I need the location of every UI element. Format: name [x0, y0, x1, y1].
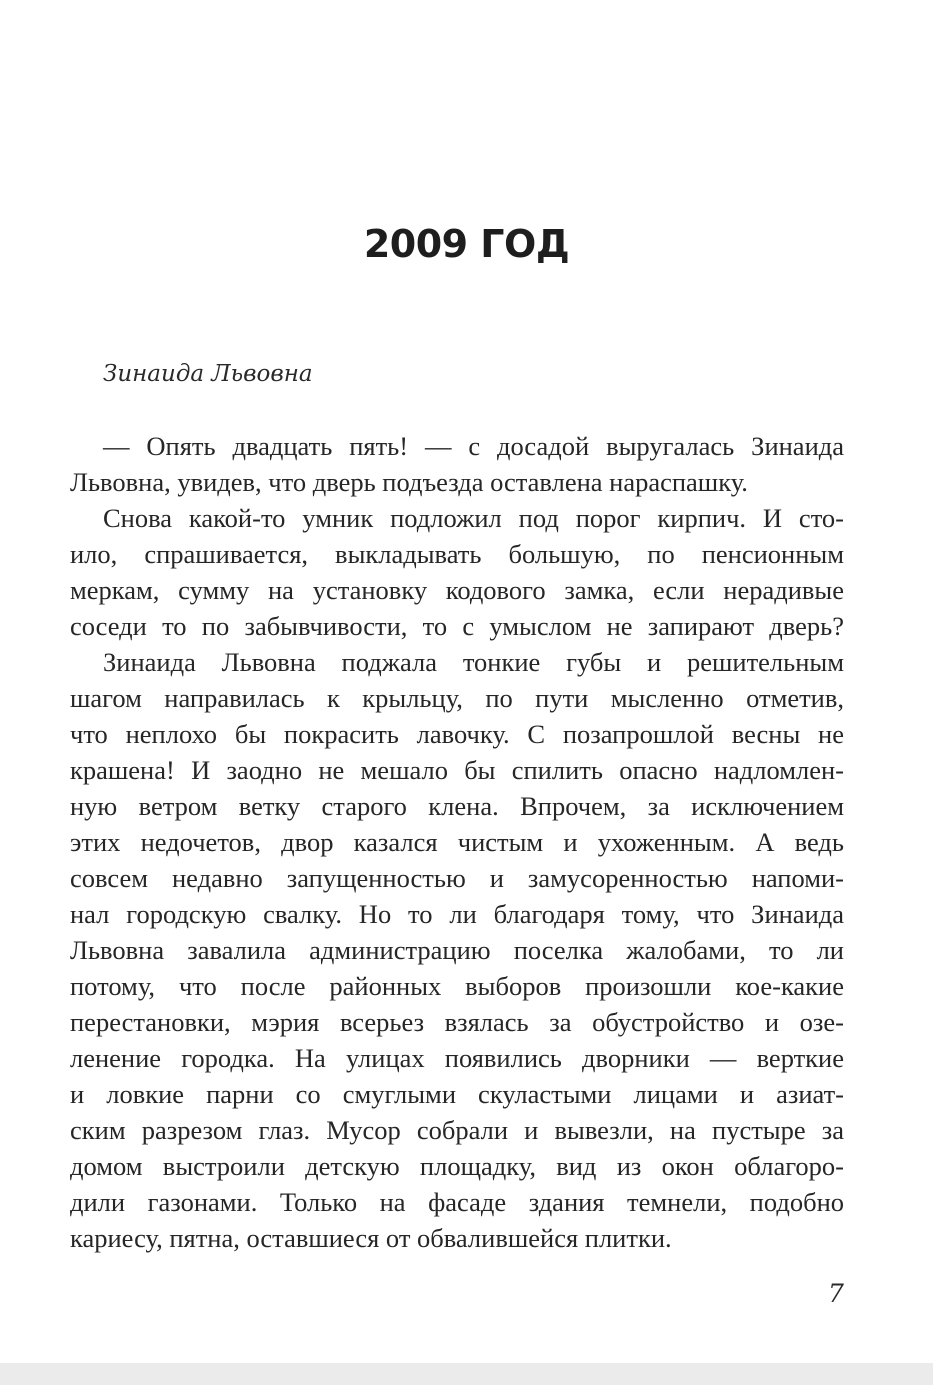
paragraph-2-line-3: меркам, сумму на установку кодового замка, если нерадивые: [70, 575, 844, 605]
paragraph-3-line-7: совсем недавно запущенностью и замусоренностью напоми-: [70, 863, 844, 893]
paragraph-3-line-11: перестановки, мэрия всерьез взялась за обустройство и озе-: [70, 1007, 844, 1037]
paragraph-3-line-4: крашена! И заодно не мешало бы спилить опасно надломлен-: [70, 755, 844, 785]
paragraph-3-line-10: потому, что после районных выборов произошли кое-какие: [70, 971, 844, 1001]
paragraph-3-line-12: ленение городка. На улицах появились дворники — верткие: [70, 1043, 844, 1073]
paragraph-3-line-5: ную ветром ветку старого клена. Впрочем, за исключением: [70, 791, 844, 821]
page-bottom-edge: [0, 1363, 933, 1385]
paragraph-2-line-4: соседи то по забывчивости, то с умыслом не запирают дверь?: [70, 611, 844, 641]
chapter-title: 2009 ГОД: [363, 222, 570, 266]
paragraph-3-line-9: Львовна завалила администрацию поселка жалобами, то ли: [70, 935, 844, 965]
section-heading: Зинаида Львовна: [103, 361, 313, 387]
paragraph-3-line-2: шагом направилась к крыльцу, по пути мысленно отметив,: [70, 683, 844, 713]
paragraph-1-line-2: Львовна, увидев, что дверь подъезда оставлена нараспашку.: [70, 467, 748, 497]
paragraph-3-line-8: нал городскую свалку. Но то ли благодаря тому, что Зинаида: [70, 899, 844, 929]
page-number: 7: [828, 1279, 844, 1308]
paragraph-1-line-1: — Опять двадцать пять! — с досадой выругалась Зинаида: [103, 431, 844, 461]
paragraph-2-line-1: Снова какой-то умник подложил под порог кирпич. И сто-: [103, 503, 844, 533]
paragraph-3-line-14: ским разрезом глаз. Мусор собрали и вывезли, на пустыре за: [70, 1115, 844, 1145]
paragraph-3-line-1: Зинаида Львовна поджала тонкие губы и решительным: [103, 647, 844, 677]
paragraph-3-line-16: дили газонами. Только на фасаде здания темнели, подобно: [70, 1187, 844, 1217]
paragraph-3-line-13: и ловкие парни со смуглыми скуластыми лицами и азиат-: [70, 1079, 844, 1109]
paragraph-2-line-2: ило, спрашивается, выкладывать большую, по пенсионным: [70, 539, 844, 569]
paragraph-3-line-3: что неплохо бы покрасить лавочку. С позапрошлой весны не: [70, 719, 844, 749]
paragraph-3-line-17: кариесу, пятна, оставшиеся от обвалившейся плитки.: [70, 1223, 672, 1253]
paragraph-3-line-15: домом выстроили детскую площадку, вид из окон облагоро-: [70, 1151, 844, 1181]
paragraph-3-line-6: этих недочетов, двор казался чистым и ухоженным. А ведь: [70, 827, 844, 857]
